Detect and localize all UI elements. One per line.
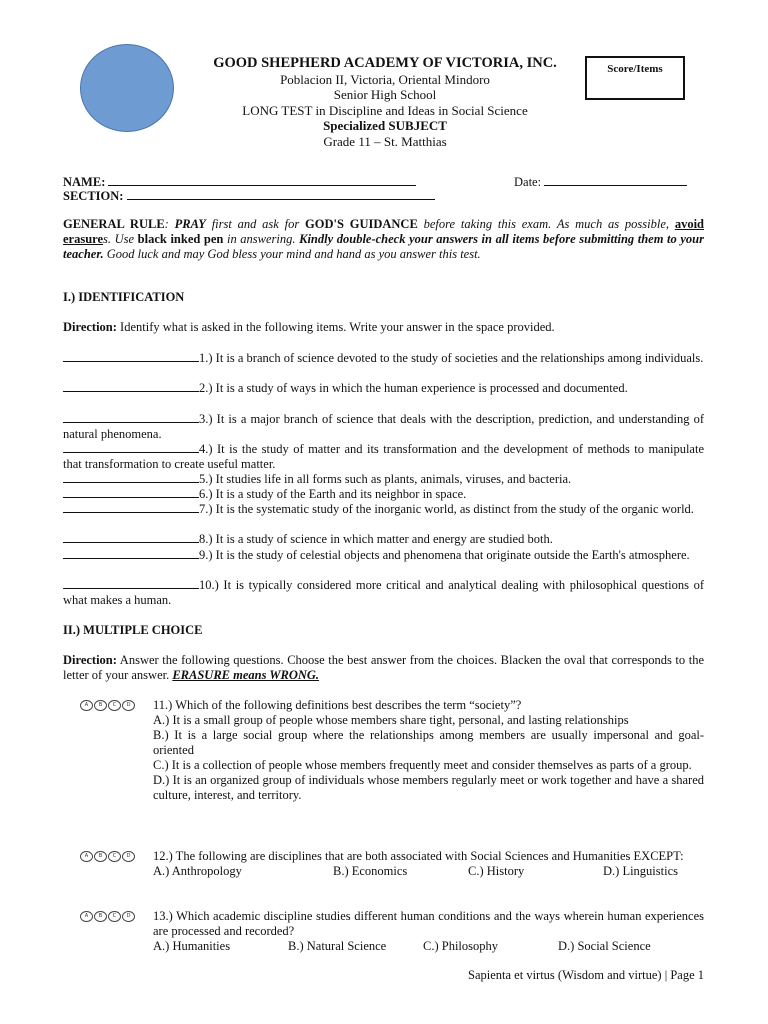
id-question: 6.) It is a study of the Earth and its neighbor in space.: [199, 487, 467, 501]
answer-blank[interactable]: [63, 486, 199, 498]
answer-blank[interactable]: [63, 380, 199, 392]
grade-section: Grade 11 – St. Matthias: [323, 133, 447, 149]
options-row: [153, 864, 704, 879]
option-c: C.) Philosophy: [423, 939, 499, 953]
bubble-a[interactable]: A: [80, 700, 93, 711]
erasure-warning: ERASURE means WRONG.: [172, 668, 320, 682]
option-d: D.) Social Science: [558, 939, 651, 953]
section-line[interactable]: [127, 188, 435, 200]
answer-blank[interactable]: [63, 501, 199, 513]
direction-label: Direction:: [63, 653, 117, 667]
option-c: C.) It is a collection of people whose members frequently meet and consider themselves as parts of a group.: [153, 758, 692, 772]
identification-direction: [63, 320, 704, 335]
id-question: 2.) It is a study of ways in which the human experience is processed and documented.: [199, 381, 628, 395]
id-item-9: [63, 547, 704, 563]
options-row: [153, 939, 704, 954]
bubble-b[interactable]: B: [94, 700, 107, 711]
answer-blank[interactable]: [63, 471, 199, 483]
id-question: 4.) It is the study of matter and its transformation and the development of methods to manipulate that transformation to create useful matter.: [63, 442, 704, 471]
section-field[interactable]: [63, 188, 435, 204]
answer-bubbles: [80, 700, 135, 711]
bubble-c[interactable]: C: [108, 700, 121, 711]
answer-bubbles: [80, 851, 135, 862]
date-label: Date:: [514, 175, 542, 189]
answer-blank[interactable]: [63, 531, 199, 543]
option-b: B.) Natural Science: [288, 939, 387, 953]
score-label: Score/Items: [607, 63, 663, 75]
rule-text-3: s. Use: [103, 232, 138, 246]
bubble-c[interactable]: C: [108, 851, 121, 862]
id-item-10: [63, 577, 704, 608]
id-item-5: [63, 471, 704, 487]
bubble-b[interactable]: B: [94, 851, 107, 862]
identification-title: I.) IDENTIFICATION: [63, 290, 185, 304]
answer-blank[interactable]: [63, 411, 199, 423]
mc-question-11: [80, 698, 704, 803]
general-rule-label: GENERAL RULE: [63, 217, 165, 231]
section-label: SECTION:: [63, 189, 124, 203]
school-logo: [80, 44, 174, 132]
option-b: B.) Economics: [333, 864, 408, 878]
bubble-a[interactable]: A: [80, 851, 93, 862]
id-question: 10.) It is typically considered more critical and analytical dealing with philosophical questions of what makes a human.: [63, 578, 704, 607]
option-a: A.) It is a small group of people whose members share tight, personal, and lasting relationships: [153, 713, 629, 727]
date-field[interactable]: [514, 174, 687, 190]
school-level: Senior High School: [333, 87, 437, 102]
name-label: NAME:: [63, 175, 106, 189]
direction-label: Direction:: [63, 320, 117, 334]
double-check-text: Kindly double-check your answers in all items before submitting them to your teacher.: [63, 232, 704, 261]
id-question: 8.) It is a study of science in which matter and energy are studied both.: [199, 532, 553, 546]
general-rule: GENERAL RULE: PRAY first and ask for GOD'S GUIDANCE before taking this exam. As much as possible, avoid erasures. Use black inked pen in answering. Kindly double-check your answers in all items before submitting them to your teacher. Good luck and may God bless your mind and hand as you answer this test.: [63, 217, 704, 261]
mc-question-12: [80, 849, 704, 879]
bubble-d[interactable]: D: [122, 851, 135, 862]
option-a: A.) Anthropology: [153, 864, 242, 878]
gods-guidance-text: GOD'S GUIDANCE: [305, 217, 418, 231]
answer-blank[interactable]: [63, 577, 199, 589]
id-item-7: [63, 501, 704, 517]
id-question: 9.) It is the study of celestial objects and phenomena that originate outside the Earth's atmosphere.: [199, 548, 690, 562]
school-address: Poblacion II, Victoria, Oriental Mindoro: [280, 71, 490, 87]
option-a: A.) Humanities: [153, 939, 231, 953]
question-text: 12.) The following are disciplines that are both associated with Social Sciences and Humanities EXCEPT:: [153, 849, 684, 863]
answer-blank[interactable]: [63, 350, 199, 362]
multiple-choice-direction: [63, 653, 704, 683]
direction-text: Identify what is asked in the following items. Write your answer in the space provided.: [116, 320, 555, 334]
question-text: 11.) Which of the following definitions best describes the term “society”?: [153, 698, 522, 712]
subject-type: Specialized SUBJECT: [323, 118, 447, 133]
bubble-a[interactable]: A: [80, 911, 93, 922]
id-question: 7.) It is the systematic study of the inorganic world, as distinct from the study of the organic world.: [199, 502, 694, 516]
rule-text-4: in answering.: [223, 232, 300, 246]
direction-text: Answer the following questions. Choose the best answer from the choices. Blacken the oval that corresponds to the letter of your answer.: [63, 653, 704, 682]
question-text: 13.) Which academic discipline studies different human conditions and the ways wherein human experiences are processed and recorded?: [153, 909, 704, 938]
pray-text: PRAY: [174, 217, 206, 231]
multiple-choice-title: II.) MULTIPLE CHOICE: [63, 623, 203, 637]
rule-text-1: first and ask for: [205, 217, 306, 231]
bubble-b[interactable]: B: [94, 911, 107, 922]
page-footer: Sapienta et virtus (Wisdom and virtue) | Page 1: [468, 968, 704, 982]
test-title: LONG TEST in Discipline and Ideas in Social Science: [242, 102, 528, 118]
rule-text-2: before taking this exam. As much as possible,: [417, 217, 675, 231]
option-b: B.) It is a large social group where the relationships among members are usually impersonal and goal-oriented: [153, 728, 704, 757]
answer-bubbles: [80, 911, 135, 922]
bubble-d[interactable]: D: [122, 700, 135, 711]
id-item-1: [63, 350, 704, 366]
exam-header: [180, 56, 590, 149]
id-question: 5.) It studies life in all forms such as plants, animals, viruses, and bacteria.: [199, 472, 572, 486]
answer-blank[interactable]: [63, 441, 199, 453]
bubble-d[interactable]: D: [122, 911, 135, 922]
mc-question-13: [80, 909, 704, 954]
id-item-6: [63, 486, 704, 502]
id-question: 3.) It is a major branch of science that deals with the description, prediction, and understanding of natural phenomena.: [63, 412, 704, 441]
id-question: 1.) It is a branch of science devoted to the study of societies and the relationships among individuals.: [199, 351, 704, 365]
option-d: D.) Linguistics: [603, 864, 678, 878]
name-line[interactable]: [108, 174, 416, 186]
avoid-erasure-text: avoid erasure: [63, 217, 704, 246]
bubble-c[interactable]: C: [108, 911, 121, 922]
score-box[interactable]: [585, 56, 685, 100]
date-line[interactable]: [544, 174, 687, 186]
id-item-8: [63, 531, 704, 547]
option-c: C.) History: [468, 864, 525, 878]
option-d: D.) It is an organized group of individuals whose members regularly meet or work together and have a shared culture, interest, and territory.: [153, 773, 704, 802]
school-name: GOOD SHEPHERD ACADEMY OF VICTORIA, INC.: [213, 55, 557, 71]
id-item-2: [63, 380, 704, 396]
id-item-4: [63, 441, 704, 472]
black-pen-text: black inked pen: [137, 232, 224, 246]
answer-blank[interactable]: [63, 547, 199, 559]
id-item-3: [63, 411, 704, 442]
rule-text-5: Good luck and may God bless your mind and hand as you answer this test.: [103, 247, 481, 261]
